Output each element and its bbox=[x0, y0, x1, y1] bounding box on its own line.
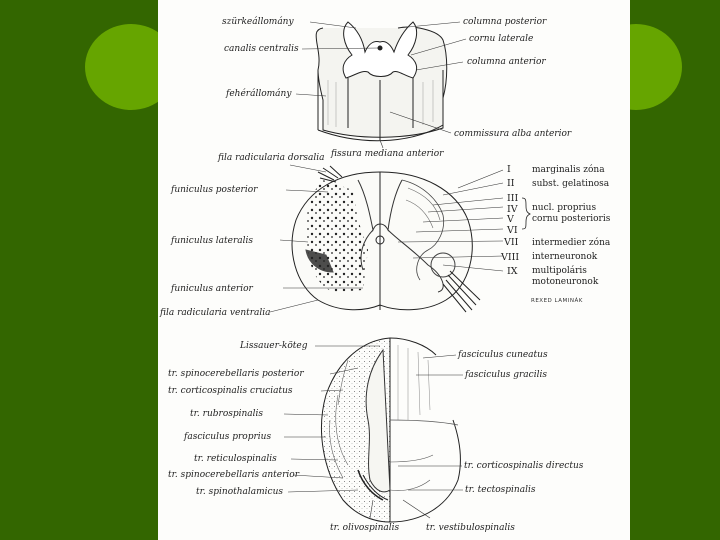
lamina-num-3: III bbox=[507, 193, 519, 204]
label-tr-corticospinalis-directus: tr. corticospinalis directus bbox=[464, 461, 584, 471]
label-tr-corticospinalis-cruciatus: tr. corticospinalis cruciatus bbox=[168, 386, 293, 396]
lamina-desc-8: interneuronok bbox=[532, 252, 598, 262]
label-fila-radicularia-ventralia: fila radicularia ventralia bbox=[160, 308, 271, 318]
label-commissura-alba-anterior: commissura alba anterior bbox=[454, 129, 572, 139]
label-fila-radicularia-dorsalia: fila radicularia dorsalia bbox=[218, 153, 325, 163]
lamina-num-4: IV bbox=[507, 204, 518, 215]
label-szurkeallomany: szürkeállomány bbox=[222, 17, 294, 27]
label-tr-rubrospinalis: tr. rubrospinalis bbox=[190, 409, 264, 419]
lamina-desc-5: cornu posterioris bbox=[532, 214, 611, 224]
anatomy-diagram bbox=[158, 0, 630, 540]
lamina-num-2: II bbox=[507, 178, 515, 189]
label-cornu-laterale: cornu laterale bbox=[469, 34, 534, 44]
label-funiculus-posterior: funiculus posterior bbox=[171, 185, 258, 195]
label-fissura-mediana-anterior: fissura mediana anterior bbox=[331, 149, 444, 159]
label-fasciculus-gracilis: fasciculus gracilis bbox=[465, 370, 547, 380]
lamina-num-5: V bbox=[507, 214, 514, 225]
lamina-num-8: VIII bbox=[501, 252, 520, 263]
label-tr-reticulospinalis: tr. reticulospinalis bbox=[194, 454, 277, 464]
laminae-list bbox=[500, 164, 611, 304]
label-tr-spinocerebellaris-posterior: tr. spinocerebellaris posterior bbox=[168, 369, 304, 379]
label-fasciculus-cuneatus: fasciculus cuneatus bbox=[458, 350, 548, 360]
panel3-tracts bbox=[321, 338, 460, 522]
label-columna-anterior: columna anterior bbox=[467, 57, 546, 67]
rexed-caption: REXED LAMINÁK bbox=[531, 298, 583, 304]
lamina-desc-2: subst. gelatinosa bbox=[532, 179, 610, 189]
lamina-desc-10: motoneuronok bbox=[532, 277, 599, 287]
label-feherallomany: fehérállomány bbox=[226, 89, 292, 99]
label-tr-olivospinalis: tr. olivospinalis bbox=[330, 523, 400, 533]
panel1-spinal-block bbox=[316, 22, 447, 141]
label-fasciculus-proprius: fasciculus proprius bbox=[184, 432, 272, 442]
label-funiculus-anterior: funiculus anterior bbox=[171, 284, 253, 294]
label-tr-spinothalamicus: tr. spinothalamicus bbox=[196, 487, 284, 497]
panel2-cross-section bbox=[292, 166, 480, 312]
label-tr-vestibulospinalis: tr. vestibulospinalis bbox=[426, 523, 515, 533]
lamina-desc-9: multipoláris bbox=[532, 266, 587, 276]
lamina-num-1: I bbox=[507, 164, 511, 175]
label-tr-tectospinalis: tr. tectospinalis bbox=[465, 485, 536, 495]
spinal-cord-figure bbox=[158, 0, 630, 540]
lamina-desc-7: intermedier zóna bbox=[532, 238, 611, 248]
label-canalis-centralis: canalis centralis bbox=[224, 44, 299, 54]
label-lissauer-koteg: Lissauer-köteg bbox=[240, 341, 308, 351]
lamina-num-6: VI bbox=[507, 225, 518, 236]
lamina-num-9: IX bbox=[507, 266, 518, 277]
label-funiculus-lateralis: funiculus lateralis bbox=[171, 236, 254, 246]
lamina-num-7: VII bbox=[504, 237, 519, 248]
lamina-desc-1: marginalis zóna bbox=[532, 165, 605, 175]
label-tr-spinocerebellaris-anterior: tr. spinocerebellaris anterior bbox=[168, 470, 299, 480]
label-columna-posterior: columna posterior bbox=[463, 17, 547, 27]
lamina-desc-4: nucl. proprius bbox=[532, 203, 597, 213]
